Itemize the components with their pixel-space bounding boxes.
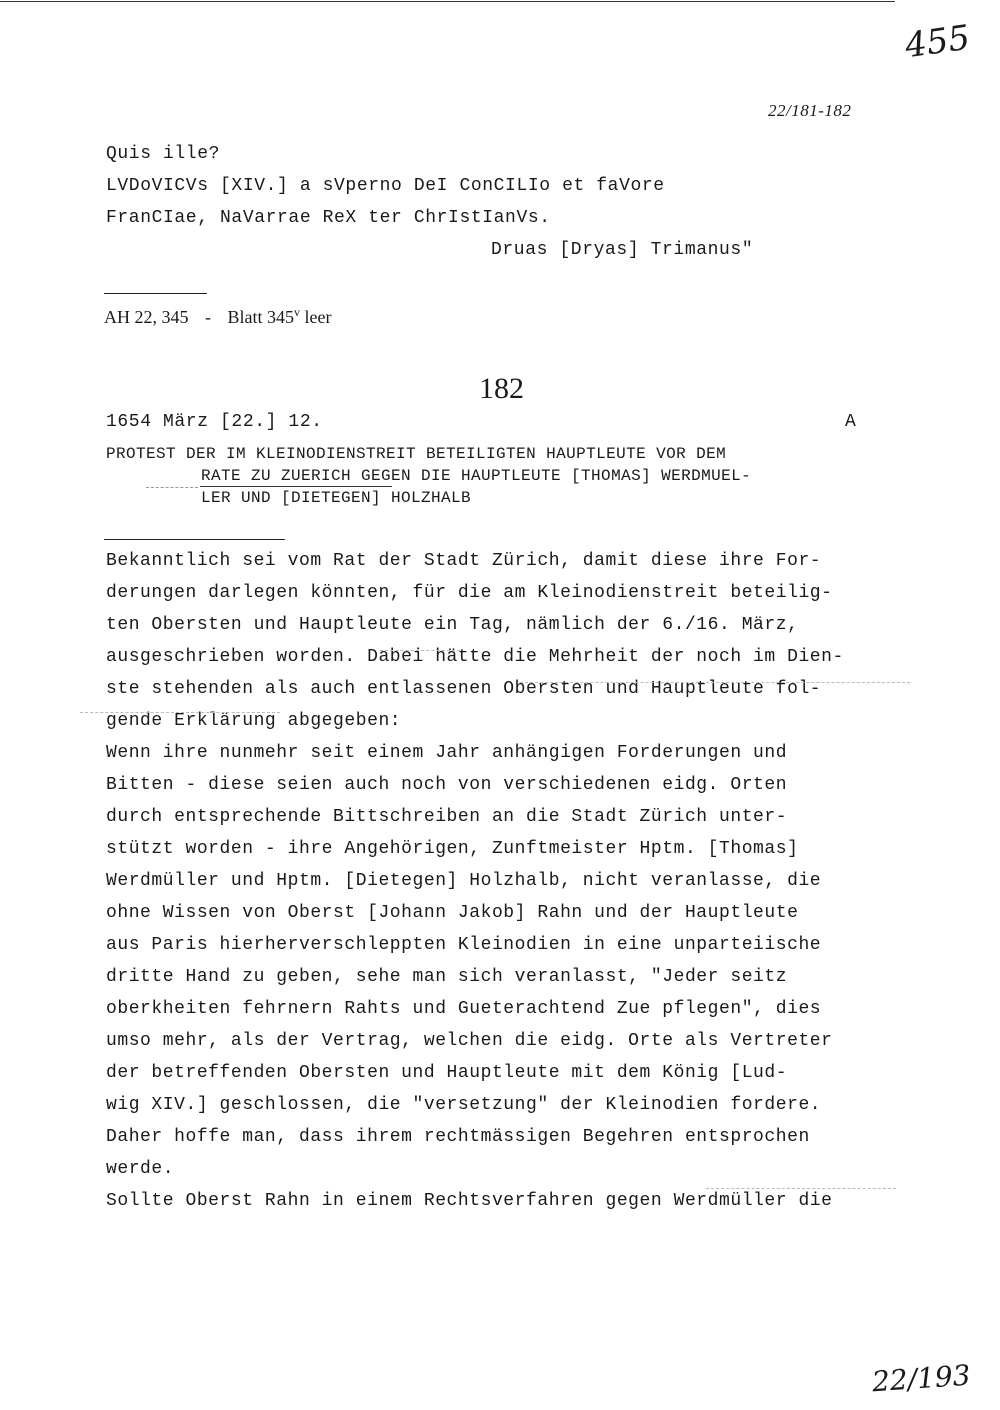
- body-line: Bekanntlich sei vom Rat der Stadt Zürich, damit diese ihre For-: [106, 551, 822, 571]
- source-note: [104, 305, 331, 328]
- quote-line-1: Quis ille?: [106, 144, 221, 164]
- body-line: umso mehr, als der Vertrag, welchen die eidg. Orte als Vertreter: [106, 1031, 833, 1051]
- section-separator: [104, 539, 285, 540]
- title-underline: [200, 486, 392, 487]
- quote-line-2: LVDoVICVs [XIV.] a sVperno DeI ConCILIo et faVore: [106, 176, 665, 196]
- body-line: ausgeschrieben worden. Dabei hätte die Mehrheit der noch im Dien-: [106, 647, 844, 667]
- entry-title-line-1: PROTEST DER IM KLEINODIENSTREIT BETEILIGTEN HAUPTLEUTE VOR DEM: [106, 445, 727, 463]
- body-line: gende Erklärung abgegeben:: [106, 711, 402, 731]
- entry-letter: A: [845, 412, 857, 432]
- handwritten-archive-number: 22/193: [870, 1358, 972, 1399]
- body-line: der betreffenden Obersten und Hauptleute mit dem König [Lud-: [106, 1063, 788, 1083]
- quote-line-3: FranCIae, NaVarrae ReX ter ChrIstIanVs.: [106, 208, 551, 228]
- page-reference: 22/181-182: [768, 101, 852, 120]
- quote-attribution: Druas [Dryas] Trimanus": [491, 240, 754, 260]
- entry-title-line-2: RATE ZU ZUERICH GEGEN DIE HAUPTLEUTE [THOMAS] WERDMUEL-: [201, 467, 752, 485]
- scan-artifact: [80, 712, 280, 713]
- body-line: oberkheiten fehrnern Rahts und Gueterachtend Zue pflegen", dies: [106, 999, 822, 1019]
- scan-artifact: [380, 650, 460, 651]
- body-line: werde.: [106, 1159, 175, 1179]
- body-line: aus Paris hierherverschleppten Kleinodien in eine unparteiische: [106, 935, 822, 955]
- source-note-rule: [104, 293, 207, 294]
- source-blatt: Blatt 345: [227, 307, 294, 327]
- body-line: wig XIV.] geschlossen, die "versetzung" der Kleinodien fordere.: [106, 1095, 822, 1115]
- body-line: Daher hoffe man, dass ihrem rechtmässigen Begehren entsprochen: [106, 1127, 810, 1147]
- title-dash-mark: [146, 487, 198, 488]
- body-line: Sollte Oberst Rahn in einem Rechtsverfahren gegen Werdmüller die: [106, 1191, 833, 1211]
- scan-top-border: [0, 1, 895, 2]
- body-line: dritte Hand zu geben, sehe man sich veranlasst, "Jeder seitz: [106, 967, 788, 987]
- source-leer: leer: [304, 307, 332, 327]
- source-verso: v: [294, 305, 300, 319]
- body-line: ohne Wissen von Oberst [Johann Jakob] Rahn und der Hauptleute: [106, 903, 799, 923]
- scan-artifact: [520, 682, 910, 683]
- entry-number: 182: [479, 372, 524, 405]
- scan-artifact: [706, 1188, 896, 1189]
- source-dash: -: [205, 307, 211, 327]
- handwritten-folio-number: 455: [902, 17, 973, 67]
- entry-date: 1654 März [22.] 12.: [106, 412, 323, 432]
- body-line: durch entsprechende Bittschreiben an die Stadt Zürich unter-: [106, 807, 788, 827]
- source-ref: AH 22, 345: [104, 307, 189, 327]
- body-line: derungen darlegen könnten, für die am Kleinodienstreit beteilig-: [106, 583, 833, 603]
- body-line: ste stehenden als auch entlassenen Obersten und Hauptleute fol-: [106, 679, 822, 699]
- body-line: Werdmüller und Hptm. [Dietegen] Holzhalb, nicht veranlasse, die: [106, 871, 822, 891]
- body-line: Bitten - diese seien auch noch von verschiedenen eidg. Orten: [106, 775, 788, 795]
- entry-title-line-3: LER UND [DIETEGEN] HOLZHALB: [201, 489, 472, 507]
- body-line: Wenn ihre nunmehr seit einem Jahr anhängigen Forderungen und: [106, 743, 788, 763]
- body-line: stützt worden - ihre Angehörigen, Zunftmeister Hptm. [Thomas]: [106, 839, 799, 859]
- body-line: ten Obersten und Hauptleute ein Tag, nämlich der 6./16. März,: [106, 615, 799, 635]
